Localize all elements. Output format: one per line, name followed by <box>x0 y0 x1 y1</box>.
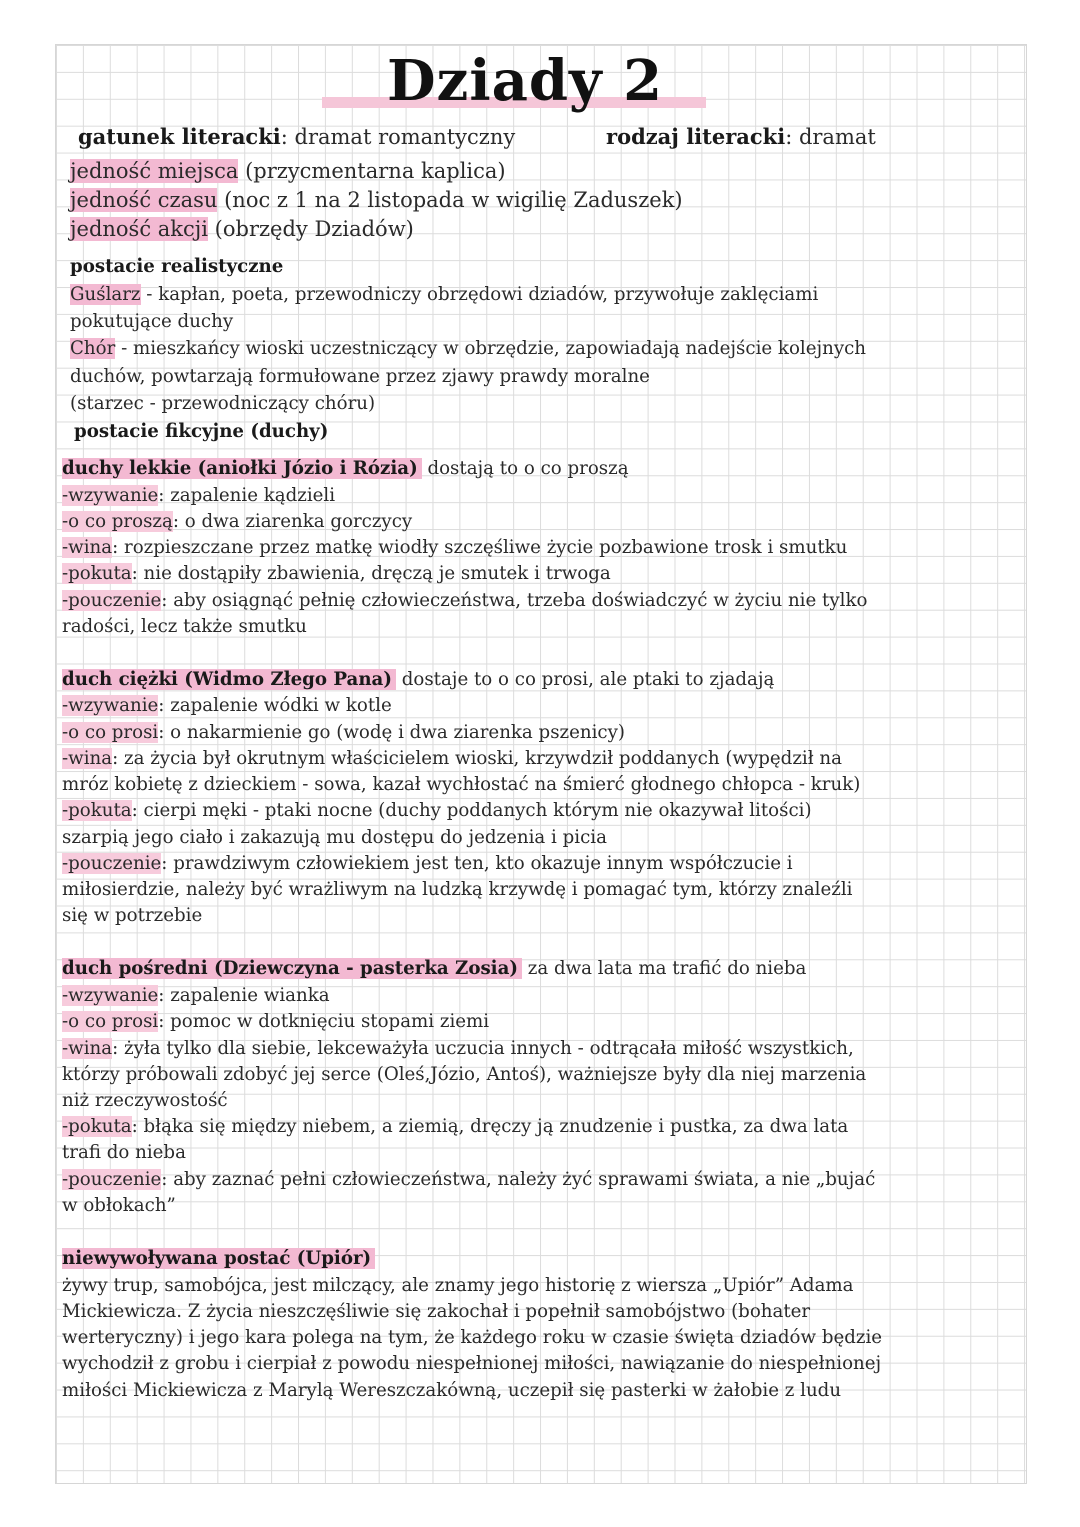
label: -o co proszą <box>62 511 173 532</box>
kind-line <box>606 124 876 149</box>
unity-desc: (obrzędy Dziadów) <box>208 217 414 241</box>
unity-desc: (noc z 1 na 2 listopada w wigilię Zaduszek) <box>217 188 683 212</box>
label: -pokuta <box>62 1116 132 1137</box>
guslarz-term: Guślarz <box>70 284 141 305</box>
upior-line-2: Mickiewicza. Z życia nieszczęśliwie się zakochał i popełnił samobójstwo (bohater <box>62 1301 811 1322</box>
middle-line-2 <box>62 1011 489 1032</box>
middle-line-6 <box>62 1116 848 1137</box>
realistic-heading: postacie realistyczne <box>70 256 284 277</box>
heavy-line-6: szarpią jego ciało i zakazują mu dostępu do jedzenia i picia <box>62 827 607 848</box>
heavy-line-4: mróz kobietę z dzieckiem - sowa, kazał wychłostać na śmierć głodnego chłopca - kruk) <box>62 774 861 795</box>
light-tail: dostają to o co proszą <box>421 458 629 479</box>
label: -pokuta <box>62 563 132 584</box>
middle-heading-line <box>62 958 806 979</box>
unity-term: jedność czasu <box>70 188 218 212</box>
middle-heading: duch pośredni (Dziewczyna - pasterka Zosia) <box>62 958 522 979</box>
light-line-2 <box>62 511 412 532</box>
label: -wina <box>62 1038 113 1059</box>
unity-term: jedność akcji <box>70 217 208 241</box>
unity-time <box>70 188 683 212</box>
text: : o nakarmienie go (wodę i dwa ziarenka pszenicy) <box>158 722 625 743</box>
text: : błąka się między niebem, a ziemią, dręczy ją znudzenie i pustka, za dwa lata <box>131 1116 849 1137</box>
middle-line-8 <box>62 1169 875 1190</box>
unity-place <box>70 159 506 183</box>
heavy-line-1 <box>62 695 392 716</box>
kind-value: : dramat <box>785 125 876 149</box>
heavy-line-5 <box>62 800 812 821</box>
light-heading-line <box>62 458 629 479</box>
upior-heading: niewywoływana postać (Upiór) <box>62 1248 375 1269</box>
heavy-heading-line <box>62 669 774 690</box>
heavy-line-8: miłosierdzie, należy być wrażliwym na ludzką krzywdę i pomagać tym, którzy znaleźli <box>62 879 853 900</box>
guslarz-desc: - kapłan, poeta, przewodniczy obrzędowi dziadów, przywołuje zaklęciami <box>140 284 819 305</box>
label: -wina <box>62 537 113 558</box>
light-heading: duchy lekkie (aniołki Józio i Rózia) <box>62 458 422 479</box>
genre-value: : dramat romantyczny <box>280 125 516 149</box>
label: -pouczenie <box>62 1169 162 1190</box>
text: : pomoc w dotknięciu stopami ziemi <box>158 1011 490 1032</box>
heavy-line-3 <box>62 748 842 769</box>
upior-line-4: wychodził z grobu i cierpiał z powodu niespełnionej miłości, nawiązanie do niespełnionej <box>62 1353 882 1374</box>
text: : zapalenie wódki w kotle <box>158 695 392 716</box>
genre-line <box>78 124 515 149</box>
middle-line-4: którzy próbowali zdobyć jej serce (Oleś,Józio, Antoś), ważniejsze były dla niej marzenia <box>62 1064 867 1085</box>
label: -pokuta <box>62 800 132 821</box>
label: -pouczenie <box>62 853 162 874</box>
middle-tail: za dwa lata ma trafić do nieba <box>521 958 807 979</box>
kind-label: rodzaj literacki <box>606 124 786 149</box>
genre-label: gatunek literacki <box>78 124 281 149</box>
label: -o co prosi <box>62 1011 159 1032</box>
chor-term: Chór <box>70 338 116 359</box>
label: -pouczenie <box>62 590 162 611</box>
unity-term: jedność miejsca <box>70 159 239 183</box>
upior-line-1: żywy trup, samobójca, jest milczący, ale znamy jego historię z wiersza „Upiór” Adama <box>62 1275 854 1296</box>
guslarz-line-2: pokutujące duchy <box>70 311 234 332</box>
chor-line-3: (starzec - przewodniczący chóru) <box>70 393 376 414</box>
unity-desc: (przycmentarna kaplica) <box>238 159 506 183</box>
upior-line-3: werteryczny) i jego kara polega na tym, że każdego roku w czasie święta dziadów będzie <box>62 1327 883 1348</box>
light-line-5 <box>62 590 867 611</box>
page-title: Dziady 2 <box>386 48 664 114</box>
light-line-3 <box>62 537 847 558</box>
label: -wzywanie <box>62 985 159 1006</box>
text: : aby osiągnąć pełnię człowieczeństwa, trzeba doświadczyć w życiu nie tylko <box>161 590 868 611</box>
text: : cierpi męki - ptaki nocne (duchy poddanych którym nie okazywał litości) <box>131 800 812 821</box>
middle-line-3 <box>62 1038 854 1059</box>
text: : nie dostąpiły zbawienia, dręczą je smutek i trwoga <box>131 563 611 584</box>
light-line-4 <box>62 563 611 584</box>
middle-line-5: niż rzeczywostość <box>62 1090 228 1111</box>
middle-line-7: trafi do nieba <box>62 1142 186 1163</box>
heavy-heading: duch ciężki (Widmo Złego Pana) <box>62 669 396 690</box>
label: -o co prosi <box>62 722 159 743</box>
text: : aby zaznać pełni człowieczeństwa, należy żyć sprawami świata, a nie „bujać <box>161 1169 876 1190</box>
middle-line-1 <box>62 985 330 1006</box>
unity-action <box>70 217 414 241</box>
guslarz-line <box>70 284 818 305</box>
text: : za życia był okrutnym właścicielem wioski, krzywdził poddanych (wypędził na <box>112 748 842 769</box>
heavy-tail: dostaje to o co prosi, ale ptaki to zjadają <box>395 669 775 690</box>
text: : prawdziwym człowiekiem jest ten, kto okazuje innym współczucie i <box>161 853 793 874</box>
label: -wzywanie <box>62 485 159 506</box>
middle-line-9: w obłokach” <box>62 1195 176 1216</box>
heavy-line-9: się w potrzebie <box>62 905 203 926</box>
text: : o dwa ziarenka gorczycy <box>172 511 413 532</box>
heavy-line-2 <box>62 722 625 743</box>
text: : zapalenie wianka <box>158 985 330 1006</box>
light-line-6: radości, lecz także smutku <box>62 616 307 637</box>
chor-desc: - mieszkańcy wioski uczestniczący w obrzędzie, zapowiadają nadejście kolejnych <box>115 338 867 359</box>
light-line-1 <box>62 485 335 506</box>
chor-line <box>70 338 866 359</box>
label: -wina <box>62 748 113 769</box>
label: -wzywanie <box>62 695 159 716</box>
upior-heading-line <box>62 1248 375 1269</box>
text: : żyła tylko dla siebie, lekceważyła uczucia innych - odtrącała miłość wszystkich, <box>112 1038 854 1059</box>
text: : zapalenie kądzieli <box>158 485 336 506</box>
heavy-line-7 <box>62 853 793 874</box>
fictional-heading: postacie fikcyjne (duchy) <box>74 421 329 442</box>
upior-line-5: miłości Mickiewicza z Marylą Wereszczakówną, uczepił się pasterki w żałobie z ludu <box>62 1380 842 1401</box>
text: : rozpieszczane przez matkę wiodły szczęśliwe życie pozbawione trosk i smutku <box>112 537 848 558</box>
chor-line-2: duchów, powtarzają formułowane przez zjawy prawdy moralne <box>70 366 650 387</box>
